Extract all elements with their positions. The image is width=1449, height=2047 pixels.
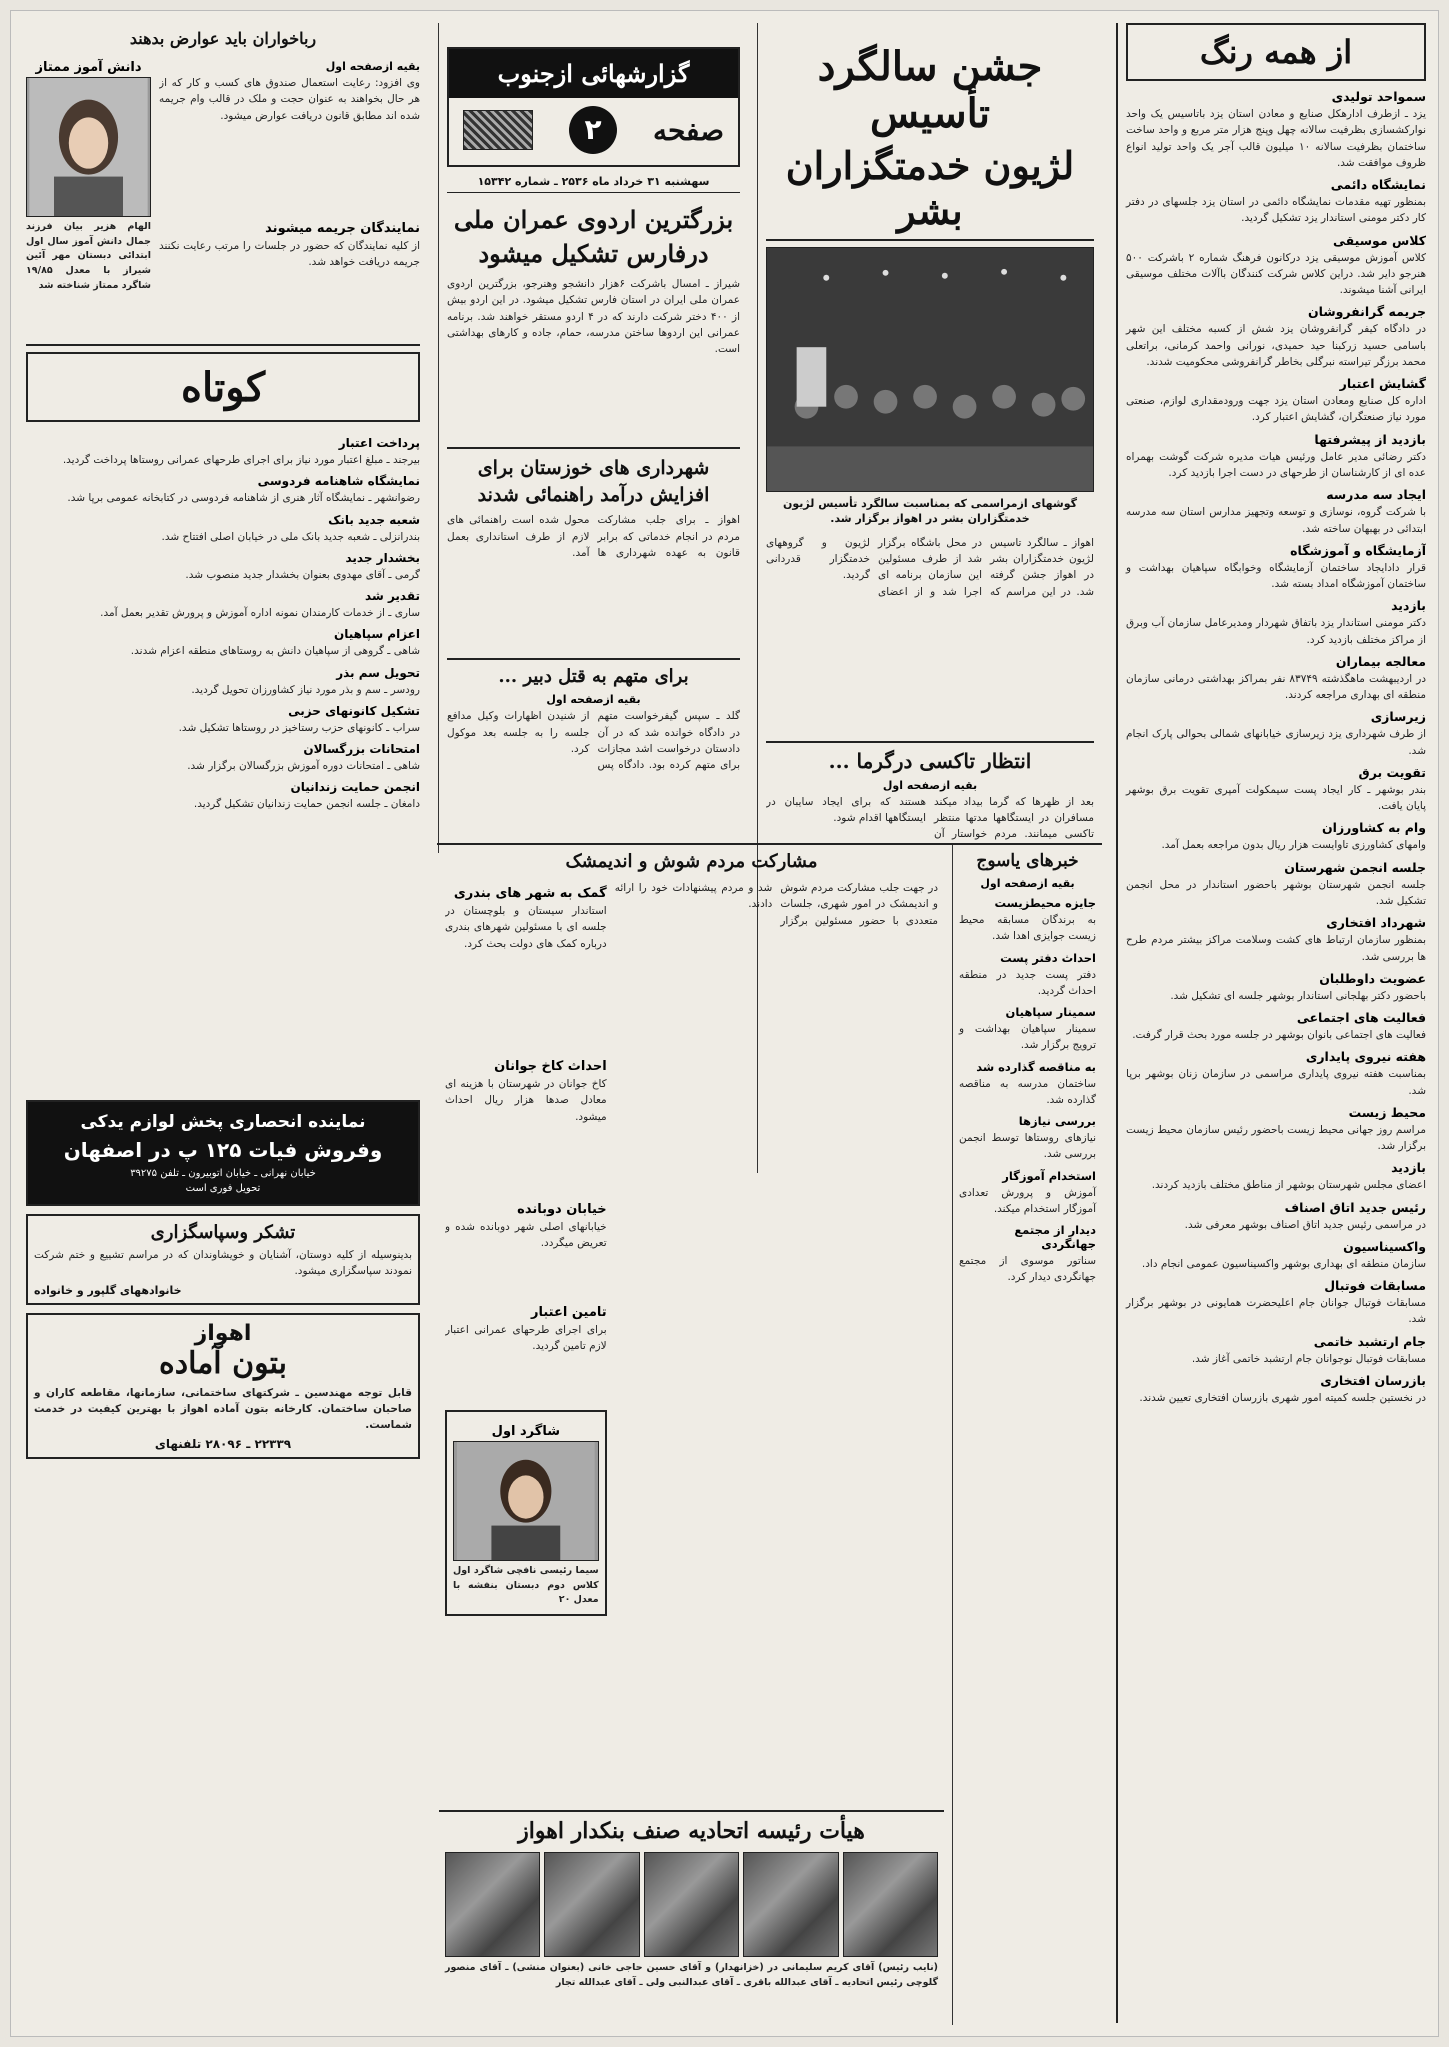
yasuj-column bbox=[952, 845, 1102, 2025]
usurers-headline: رباخواران باید عوارض بدهند bbox=[129, 29, 317, 48]
thanks-notice bbox=[26, 1214, 420, 1305]
fars-development-headline: بزرگترین اردوی عمران ملی درفارس تشکیل میشود bbox=[453, 205, 734, 268]
news-item-body: بمنظور سازمان ارتباط های کشت وسلامت مراکز بیشتر مردم طرح ها بررسی شد. bbox=[1126, 934, 1426, 963]
thanks-title: تشکر وسپاسگزاری bbox=[150, 1222, 296, 1243]
taxi-headline: انتظار تاکسی درگرما ... bbox=[828, 748, 1032, 773]
news-item-title: بخشدار جدید bbox=[345, 550, 420, 565]
from-all-colors-title: از همه رنگ bbox=[1199, 33, 1353, 71]
fiat-ad-note: تحویل فوری است bbox=[185, 1183, 261, 1194]
news-item-body: ساری ـ از خدمات کارمندان نمونه اداره آموزش و پرورش تقدیر بعمل آمد. bbox=[100, 607, 420, 620]
fines-headline: نمایندگان جریمه میشوند bbox=[265, 221, 420, 236]
news-item-body: سازمان منطقه ای بهداری بوشهر واکسیناسیون عمومی انجام داد. bbox=[1141, 1257, 1426, 1270]
concrete-ad-city: اهواز bbox=[194, 1320, 252, 1346]
news-item-title: سمینار سپاهیان bbox=[1005, 1005, 1096, 1020]
news-item-body: مسابقات فوتبال نوجوانان جام ارتشبد خاتمی آغاز شد. bbox=[1191, 1352, 1426, 1365]
south-banner-title: گزارشهائی ازجنوب bbox=[449, 49, 738, 98]
news-item-title: جام ارتشبد خاتمی bbox=[1313, 1333, 1426, 1349]
news-item-body: وامهای کشاورزی تاوایست هزار ریال بدون مراجعه بعمل آمد. bbox=[1161, 839, 1426, 852]
news-item-title: فعالیت های اجتماعی bbox=[1296, 1010, 1426, 1026]
newspaper-page bbox=[10, 10, 1439, 2037]
news-item-title: آزمایشگاه و آموزشگاه bbox=[1290, 542, 1426, 558]
news-item-body: بندرانزلی ـ شعبه جدید بانک ملی در خیابان اصلی افتتاح شد. bbox=[161, 530, 420, 543]
news-item-title: شعبه جدید بانک bbox=[328, 512, 420, 527]
union-board-photos bbox=[445, 1852, 938, 1957]
top-student-photo bbox=[26, 77, 151, 217]
board-member-photo bbox=[843, 1852, 938, 1957]
ceremony-article-body: اهواز ـ سالگرد تاسیس لژیون خدمتگزاران بشر در اهواز جشن گرفته شد. در این مراسم که در محل باشگاه برگزار شد از طرف مسئولین این سازمان برنامه ای اجرا شد و از اعضای لژیون و گروههای خدمتگزار قدردانی گردید. bbox=[766, 536, 1094, 598]
news-item-body: سمینار سپاهیان بهداشت و ترویج برگزار شد. bbox=[959, 1023, 1096, 1052]
board-member-photo bbox=[445, 1852, 540, 1957]
news-item-title: انجمن حمایت زندانیان bbox=[290, 780, 420, 795]
union-board-headline: هیأت رئیسه اتحادیه صنف بنکدار اهواز bbox=[518, 1818, 865, 1844]
news-item-body: شاهی ـ امتحانات دوره آموزش بزرگسالان برگزار شد. bbox=[187, 760, 420, 773]
issue-date-line: سهشنبه ۳۱ خرداد ماه ۲۵۳۶ ـ شماره ۱۵۳۴۲ bbox=[447, 175, 740, 193]
news-item-title: تشکیل کانونهای حزبی bbox=[288, 703, 420, 718]
fiat-ad-subtitle: وفروش فیات ۱۲۵ پ در اصفهان bbox=[63, 1138, 383, 1162]
yasuj-headline: خبرهای یاسوج bbox=[976, 851, 1079, 871]
boulevard-headline: خیابان دوبانده bbox=[517, 1202, 607, 1217]
news-item-body: دفتر پست جدید در منطقه احداث گردید. bbox=[959, 968, 1096, 997]
ceremony-photo-caption: گوشهای ازمراسمی که بمناسبت سالگرد تأسیس لژیون خدمتگزاران بشر در اهواز برگزار شد. bbox=[782, 497, 1078, 526]
news-item-title: اعزام سپاهیان bbox=[333, 627, 420, 642]
ceremony-photo bbox=[766, 247, 1094, 492]
yasuj-news-list bbox=[959, 896, 1096, 1286]
news-item-body: یزد ـ ازطرف ادارهکل صنایع و معادن استان یزد باتاسیس یک واحد نوارکشسازی بظرفیت سالانه چهل وپنج هزار متر مربع و واحد ساخت ساختمان بظرفیت سالانه ۱۰ میلیون قالب آجر یک واحد تولید انواع ظروف موافقت شد. bbox=[1126, 108, 1426, 169]
briefs-header: کوتاه bbox=[181, 363, 265, 411]
concrete-ad-body: قابل توجه مهندسین ـ شرکتهای ساختمانی، سازمانها، مقاطعه کاران و صاحبان ساختمان. کارخانه بتون آماده اهواز با بهترین کیفیت در خدمت شماست. bbox=[34, 1386, 412, 1432]
yasuj-continued: بقیه ازصفحه اول bbox=[980, 877, 1075, 890]
news-item-title: جلسه انجمن شهرستان bbox=[1284, 859, 1426, 875]
fiat-ad-address: خیابان نهرانی ـ خیابان اتوبیرون ـ تلفن ۳۹۲۷۵ bbox=[130, 1168, 316, 1179]
news-item-body: گرمی ـ آقای مهدوی بعنوان بخشدار جدید منصوب شد. bbox=[185, 568, 420, 581]
page-label: صفحه bbox=[652, 113, 724, 147]
news-item-title: بازرسان افتخاری bbox=[1320, 1372, 1426, 1388]
port-cities-headline: گمک به شهر های بندری bbox=[453, 886, 607, 901]
top-student-caption: الهام هزیر بیان فرزند جمال دانش آموز سال اول ابتدائی دبستان مهر آئین شیراز با معدل ۱۹/۸۵ شاگرد ممتاز شناخته شد bbox=[26, 221, 151, 291]
briefs-list bbox=[26, 430, 420, 1100]
news-item-title: کلاس موسیقی bbox=[1333, 232, 1426, 248]
fiat-ad-title: نماینده انحصاری پخش لوازم یدکی bbox=[80, 1112, 366, 1132]
news-item-body: قرار دادایجاد ساختمان آزمایشگاه وخوابگاه سپاهیان بهداشت و ساختمان آموزشگاه امداد بسته شد. bbox=[1126, 561, 1426, 591]
concrete-ad-phone: ۲۲۳۳۹ ـ ۲۸۰۹۶ تلفنهای bbox=[154, 1437, 292, 1452]
board-member-photo bbox=[544, 1852, 639, 1957]
usurers-continued: بقیه ازصفحه اول bbox=[325, 60, 420, 73]
funding-body: برای اجرای طرحهای عمرانی اعتبار لازم تامین گردید. bbox=[445, 1324, 607, 1353]
news-item-body: ساختمان مدرسه به مناقصه گذارده شد. bbox=[959, 1077, 1096, 1106]
boulevard-body: خیابانهای اصلی شهر دوبانده شده و تعریض میگردد. bbox=[445, 1221, 607, 1250]
news-item-body: از طرف شهرداری یزد زیرسازی خیابانهای شمالی بحوالی پارک انجام شد. bbox=[1126, 728, 1426, 757]
susa-participation-headline: مشارکت مردم شوش و اندیمشک bbox=[565, 851, 818, 872]
first-in-class-headline: شاگرد اول bbox=[491, 1424, 560, 1439]
union-board-caption: (نایب رئیس) آقای کریم سلیمانی در (خزانهدار) و آقای حسین حاجی خانی (بعنوان منشی) ـ آقای منصور گلوچی رئیس اتحادیه ـ آقای عبدالله باقری ـ آقای عبدالنبی ولی ـ آقای عبدالله تجار bbox=[445, 1962, 938, 1988]
news-item-title: پرداخت اعتبار bbox=[338, 436, 420, 450]
news-item-body: بمناسبت هفته نیروی پایداری مراسمی در سازمان زنان بوشهر برپا شد. bbox=[1126, 1068, 1426, 1097]
right-news-list bbox=[1126, 89, 1426, 1406]
news-item-body: فعالیت های اجتماعی بانوان بوشهر در جلسه مورد بحث قرار گرفت. bbox=[1132, 1029, 1426, 1042]
murder-case-headline: برای متهم به قتل دبیر ... bbox=[498, 666, 689, 688]
concrete-ad bbox=[26, 1313, 420, 1460]
news-item-body: رضوانشهر ـ نمایشگاه آثار هنری از شاهنامه فردوسی در کتابخانه عمومی برپا شد. bbox=[67, 492, 420, 505]
main-headline-line1: جشن سالگرد تأسیس bbox=[817, 43, 1043, 137]
fiat-ad bbox=[26, 1100, 420, 1206]
news-item-title: تحویل سم بذر bbox=[336, 665, 420, 680]
briefs-header-box bbox=[26, 352, 420, 422]
news-item-title: به مناقصه گذارده شد bbox=[976, 1059, 1096, 1074]
news-item-title: بازدید bbox=[1391, 1160, 1426, 1176]
news-item-body: در دادگاه کیفر گرانفروشان یزد شش از کسبه مختلف این شهر باسامی حسید زرکبنا حید حمیدی، نورانی واحمد کرمانی، براتعلی محمد برزگر تیراسته نبرگلی بخاطر گرانفروشی محکومیت شدند. bbox=[1126, 323, 1426, 368]
news-item-title: جریمه گرانفروشان bbox=[1307, 304, 1426, 320]
funding-headline: تامین اعتبار bbox=[531, 1305, 607, 1320]
news-item-title: نمایشگاه دائمی bbox=[1330, 177, 1426, 193]
youth-palace-body: کاخ جوانان در شهرستان با هزینه ای معادل صدها هزار ریال احداث میشود. bbox=[445, 1078, 607, 1123]
news-item-body: رودسر ـ سم و بذر مورد نیاز کشاورزان تحویل گردید. bbox=[191, 683, 420, 696]
main-headline-line2: لژیون خدمتگزاران بشر bbox=[785, 143, 1075, 233]
murder-case-continued: بقیه ازصفحه اول bbox=[546, 693, 641, 707]
news-item-body: مسابقات فوتبال جوانان جام اعلیحضرت همایونی در بوشهر برگزار شد. bbox=[1126, 1297, 1426, 1326]
news-item-title: هفته نیروی پایداری bbox=[1305, 1049, 1426, 1065]
concrete-ad-title: بتون آماده bbox=[159, 1345, 287, 1381]
news-item-title: تقویت برق bbox=[1358, 764, 1426, 780]
khuzestan-municipality-body: اهواز ـ برای جلب مشارکت مردم در انجام خدماتی که برابر قانون به عهده شهرداری ها محول شده است راهنمائی های لازم از طرف استانداری بعمل آمد. bbox=[447, 514, 740, 559]
news-item-body: سراب ـ کانونهای حزب رستاخیز در روستاها تشکیل شد. bbox=[178, 721, 420, 734]
news-item-body: بمنظور تهیه مقدمات نمایشگاه دائمی در استان یزد جلسهای در دفتر کار دکتر مومنی استاندار یزد تشکیل گردید. bbox=[1126, 196, 1426, 225]
news-item-body: سناتور موسوی از مجتمع جهانگردی دیدار کرد. bbox=[959, 1255, 1096, 1284]
news-item-title: تقدیر شد bbox=[365, 589, 420, 604]
thanks-body: بدینوسیله از کلیه دوستان، آشنایان و خویشاوندان که در مراسم تشییع و ختم شرکت نمودند سپاسگزاری میشود. bbox=[34, 1249, 412, 1278]
left-column bbox=[18, 23, 428, 2023]
news-item-body: شاهی ـ گروهی از سپاهیان دانش به روستاهای منطقه اعزام شدند. bbox=[130, 645, 420, 658]
second-student-photo bbox=[453, 1441, 599, 1561]
port-cities-body: استاندار سیستان و بلوچستان در جلسه ای با مسئولین شهرهای بندری درباره کمک های دولت بحث کرد. bbox=[445, 905, 607, 950]
news-item-body: نیازهای روستاها توسط انجمن بررسی شد. bbox=[959, 1132, 1096, 1161]
khuzestan-municipality-headline: شهرداری های خوزستان برای افزایش درآمد راهنمائی شدند bbox=[477, 457, 710, 506]
news-item-title: بازدید bbox=[1391, 598, 1426, 614]
news-item-title: جایزه محیطزیست bbox=[994, 896, 1096, 910]
union-board-box bbox=[439, 1810, 944, 2025]
news-item-title: محیط زیست bbox=[1348, 1104, 1426, 1120]
news-item-body: دکتر مومنی استاندار یزد باتفاق شهردار ومدیرعامل سازمان آب وبرق از مراکز مختلف بازدید کرد. bbox=[1126, 617, 1426, 646]
news-item-body: اداره کل صنایع ومعادن استان یزد جهت ورودمقداری لوازم، صنعتی مورد نیاز صنعتگران، گشایش اعتبار کرد. bbox=[1126, 395, 1426, 424]
news-item-title: مسابقات فوتبال bbox=[1324, 1278, 1426, 1294]
second-student-box bbox=[445, 1410, 607, 1616]
news-item-title: ایجاد سه مدرسه bbox=[1326, 487, 1426, 503]
fines-body: از کلیه نمایندگان که حضور در جلسات را مرتب رعایت نکنند جریمه دریافت خواهد شد. bbox=[159, 240, 420, 269]
news-item-body: کلاس آموزش موسیقی یزد درکانون فرهنگ شماره ۲ باشرکت ۵۰۰ هنرجو دایر شد. دراین کلاس شرکت کنندگان باآلات مختلف موسیقی ایرانی آشنا میشوند. bbox=[1126, 251, 1426, 297]
second-student-caption: سیما رئیسی نافچی شاگرد اول کلاس دوم دبستان بنفشه با معدل ۲۰ bbox=[453, 1565, 599, 1606]
right-column bbox=[1116, 23, 1426, 2023]
board-member-photo bbox=[743, 1852, 838, 1957]
news-item-body: در نخستین جلسه کمیته امور شهری بازرسان افتخاری تعیین شدند. bbox=[1139, 1391, 1426, 1404]
news-item-title: گشایش اعتبار bbox=[1339, 376, 1426, 392]
news-item-body: در مراسمی رئیس جدید اتاق اصناف بوشهر معرفی شد. bbox=[1184, 1218, 1426, 1231]
news-item-title: سمواحد تولیدی bbox=[1331, 89, 1426, 104]
news-item-title: زیرسازی bbox=[1370, 709, 1426, 725]
news-item-title: دیدار از مجتمع جهانگردی bbox=[1014, 1223, 1096, 1252]
newspaper-logo bbox=[463, 110, 533, 150]
murder-case-body: گلد ـ سپس گیفرخواست متهم در دادگاه خوانده شد که در آن دادستان درخواست اشد مجازات برای متهم کرده بود. دادگاه پس از شنیدن اظهارات وکیل مدافع جلسه را به جلسه بعد موکول کرد. bbox=[447, 710, 740, 772]
news-item-title: معالجه بیماران bbox=[1335, 653, 1426, 669]
fars-development-body: شیراز ـ امسال باشرکت ۶هزار دانشجو وهنرجو، بزرگترین اردوی عمران ملی ایران در استان فارس تشکیل میشود. در این اردو بیش از ۴۰۰ دختر شرکت دارند که در ۴ اردو مستقر خواهند شد. برنامه عمرانی این اردوها ساختن مدرسه، حمام، جاده و کارهای بهداشتی است. bbox=[447, 278, 740, 356]
news-item-body: با شرکت گروه، نوسازی و توسعه وتجهیز مدارس استان سه مدرسه ابتدائی در بهبهان ساخته شد. bbox=[1126, 506, 1426, 535]
bottom-block bbox=[437, 843, 1102, 2028]
news-item-body: مراسم روز جهانی محیط زیست باحضور رئیس سازمان محیط زیست برگزار شد. bbox=[1126, 1123, 1426, 1153]
south-reports-column bbox=[438, 23, 748, 853]
thanks-signature: خانوادههای گلپور و خانواده bbox=[34, 1283, 182, 1297]
news-item-body: دکتر رضائی مدیر عامل ورئیس هیات مدیره شرکت گوشت بهمراه عده ای از کارشناسان از طرحهای در دست اجرا بازدید کرد. bbox=[1126, 450, 1426, 479]
news-item-body: بندر بوشهر ـ کار ایجاد پست سیمکولت آمپری تقویت برق بوشهر پایان یافت. bbox=[1126, 783, 1426, 813]
news-item-body: باحضور دکتر بهلجانی استاندار بوشهر جلسه ای تشکیل شد. bbox=[1170, 989, 1426, 1002]
news-item-body: به برندگان مسابقه محیط زیست جوایزی اهدا شد. bbox=[959, 914, 1096, 943]
news-item-title: بازدید از پیشرفتها bbox=[1314, 431, 1426, 447]
participation-area bbox=[439, 845, 944, 1805]
news-item-title: بررسی نیازها bbox=[1018, 1114, 1096, 1129]
news-item-body: در اردیبهشت ماهگذشته ۸۳۷۴۹ نفر بمراکز بهداشتی درمانی سازمان منطقه ای بهداری مراجعه کردند. bbox=[1126, 672, 1426, 702]
news-item-body: بیرجند ـ مبلغ اعتبار مورد نیاز برای اجرای طرحهای عمرانی روستاها پرداخت گردید. bbox=[62, 454, 420, 466]
taxi-article-body: بعد از ظهرها که گرما بیداد میکند مسافران در ایستگاهها مدتها منتظر تاکسی میمانند. مردم خواستار آن هستند که برای ایجاد سایبان در ایستگاهها اقدام شود. bbox=[766, 795, 1094, 841]
news-item-title: استخدام آموزگار bbox=[1002, 1168, 1096, 1183]
news-item-body: جلسه انجمن شهرستان بوشهر باحضور استاندار در محل انجمن تشکیل شد. bbox=[1126, 878, 1426, 907]
news-item-title: عضویت داوطلبان bbox=[1319, 970, 1426, 986]
news-item-title: وام به کشاورزان bbox=[1322, 820, 1426, 836]
page-number-badge: ۲ bbox=[569, 106, 617, 154]
youth-palace-headline: احداث کاخ جوانان bbox=[494, 1059, 607, 1074]
news-item-title: شهرداد افتخاری bbox=[1326, 915, 1426, 931]
board-member-photo bbox=[644, 1852, 739, 1957]
news-item-title: احداث دفتر پست bbox=[1000, 950, 1096, 965]
from-all-colors-header-box bbox=[1126, 23, 1426, 81]
top-student-headline: دانش آموز ممتاز bbox=[35, 60, 142, 75]
news-item-title: واکسیناسیون bbox=[1343, 1238, 1426, 1254]
news-item-body: آموزش و پرورش تعدادی آموزگار استخدام میکند. bbox=[959, 1186, 1096, 1215]
news-item-body: اعضای مجلس شهرستان بوشهر از مناطق مختلف بازدید کردند. bbox=[1151, 1179, 1426, 1192]
news-item-title: رئیس جدید اتاق اصناف bbox=[1284, 1199, 1426, 1215]
news-item-title: امتحانات بزرگسالان bbox=[303, 742, 420, 757]
usurers-body: وی افزود: رعایت استعمال صندوق های کسب و کار که از هر حال بخواهند به عنوان حجت و ملک در قالب وام جریمه شده اند مطابق قانون دریافت عوارض میشود. bbox=[159, 77, 420, 122]
taxi-continued-label: بقیه ازصفحه اول bbox=[882, 778, 978, 792]
susa-participation-body: در جهت جلب مشارکت مردم شوش و اندیمشک در امور شهری، جلسات متعددی با حضور مسئولین برگزار شد و مردم پیشنهادات خود را ارائه دادند. bbox=[614, 882, 938, 927]
news-item-body: دامغان ـ جلسه انجمن حمایت زندانیان تشکیل گردید. bbox=[193, 798, 420, 811]
news-item-title: نمایشگاه شاهنامه فردوسی bbox=[257, 474, 420, 489]
south-reports-banner bbox=[447, 47, 740, 167]
